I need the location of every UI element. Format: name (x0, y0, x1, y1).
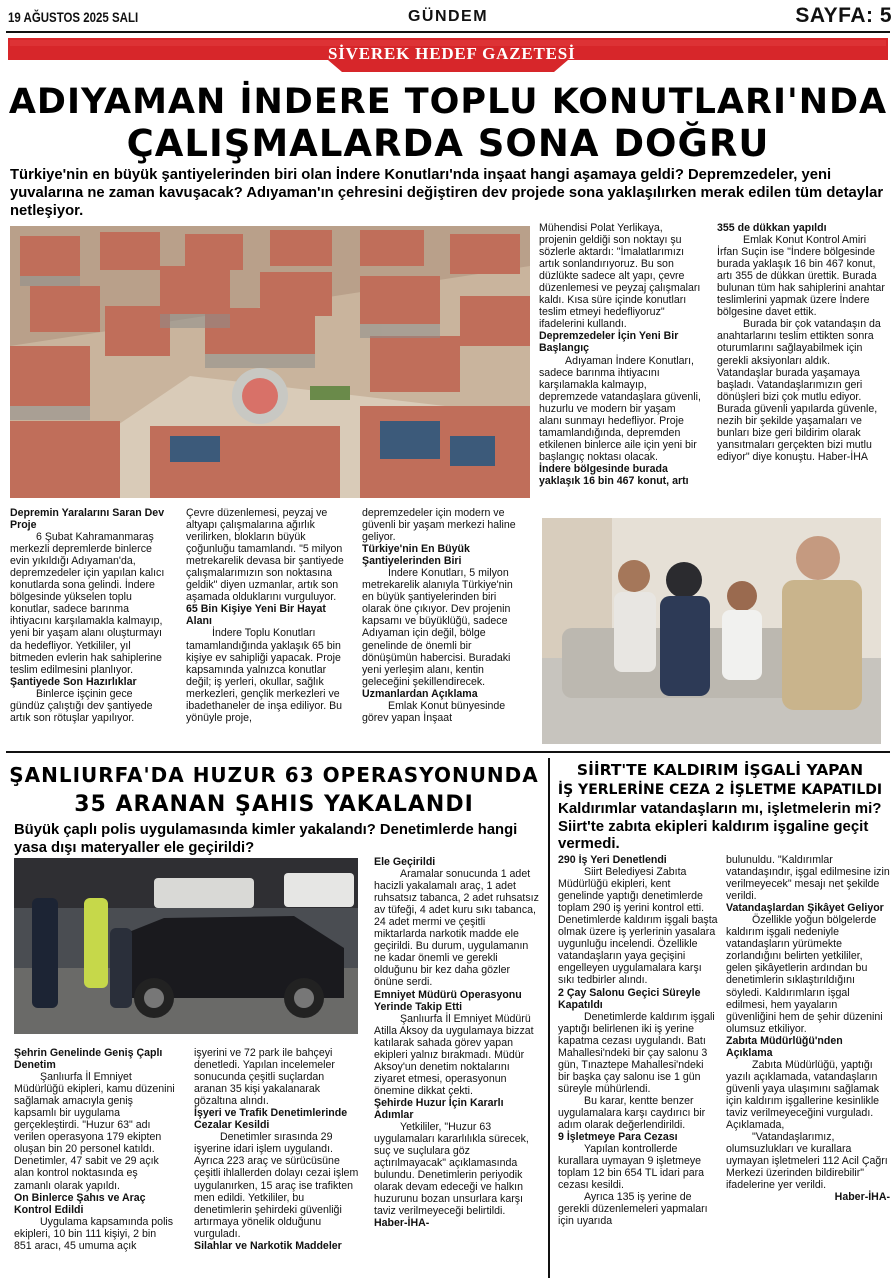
article2-column1 (14, 1047, 176, 1277)
paragraph: Binlerce işçinin gece gündüz çalıştığı dev şantiyede artık son rötuşlar yapılıyor. (10, 687, 153, 724)
paragraph: Depremzedeler İçin Yeni Bir Başlangıç (539, 330, 679, 355)
paragraph: Mühendisi Polat Yerlikaya, projenin geldiği son noktayı şu sözlerle aktardı: "İmalatlarımızı artık sonlandırıyoruz. Bu son düzlükte sadece alt yapı, çevre düzenlemesi ve peyzaj çalışmaları kaldı. Kısa süre içinde konutları teslim etmeyi hedefliyoruz" ifadelerini kullandı. (539, 222, 701, 331)
paragraph: 290 İş Yeri Denetlendi (558, 854, 667, 866)
paragraph: İşyeri ve Trafik Denetimlerinde Cezalar Kesildi (194, 1107, 348, 1132)
paragraph: Burada bir çok vatandaşın da anahtarlarını teslim ettikten sonra oturumlarını sağlayabilmek için gerekli aksiyonları aldık. Vatandaşlar burada yaşamaya başladı. Vatandaşlarımızın geri dönüşleri bizi çok mutlu ediyor. Burada güvenli yapılarda güvenle, nezih bir şekilde yaşamaları ve bunları bize geri bildirim olarak yansıtmaları gerçekten bizi mutlu ediyor" diye konuştu. Haber-İHA (717, 318, 881, 463)
paragraph: Emlak Konut bünyesinde görev yapan İnşaat (362, 699, 506, 724)
paragraph: bulunuldu. "Kaldırımlar vatandaşındır, işgal edilmesine izin verilmeyecek" mesajı net şekilde verildi. (726, 854, 890, 903)
article2-headline-line2: 35 ARANAN ŞAHIS YAKALANDI (74, 792, 474, 817)
photo-housing-complex (10, 226, 530, 498)
police-checkpoint-illustration (14, 858, 358, 1034)
paragraph: 2 Çay Salonu Geçici Süreyle Kapatıldı (558, 986, 701, 1011)
paragraph: 355 de dükkan yapıldı (717, 222, 827, 234)
paragraph: Yapılan kontrollerde kurallara uymayan 9 işletmeye toplam 12 bin 654 TL idari para cezası kesildi. (558, 1143, 705, 1192)
article1-lead: Türkiye'nin en büyük şantiyelerinden biri olan İndere Konutları'nda inşaat hangi aşamaya geldi? Depremzedeler, yeni yuvalarına ne zaman kavuşacak? Adıyaman'ın çehresini değiştiren dev projede sona yaklaşılırken merak edilen tüm detaylar netleşiyor. (10, 167, 884, 219)
paragraph: Türkiye'nin En Büyük Şantiyelerinden Biri (362, 543, 470, 568)
paragraph: işyerini ve 72 park ile bahçeyi denetledi. Yapılan incelemeler sonucunda çeşitli suçlardan aranan 35 kişi yakalanarak gözaltına alındı. (194, 1047, 335, 1108)
paragraph: Zabıta Müdürlüğü'nden Açıklama (726, 1034, 843, 1059)
article2-headline-line1: ŞANLIURFA'DA HUZUR 63 OPERASYONUNDA (9, 763, 539, 787)
article2-lead: Büyük çaplı polis uygulamasında kimler yakalandı? Denetimlerde hangi yasa dışı materyaller ele geçirildi? (14, 822, 518, 856)
paragraph: Silahlar ve Narkotik Maddeler (194, 1239, 342, 1252)
paragraph: "Vatandaşlarımız, olumsuzlukları ve kurallara uymayan işletmeleri 112 Acil Çağrı Merkezi üzerinden bildirebilir" ifadelerine yer verildi. (726, 1131, 888, 1192)
article1-headline-line1: ADIYAMAN İNDERE TOPLU KONUTLARI'NDA (8, 82, 888, 122)
paragraph: 6 Şubat Kahramanmaraş merkezli depremlerde binlerce evin yıkıldığı Adıyaman'da, depremzedeler için yapılan kalıcı konutlarda sona gelindi. İndere bölgesinde yükselen toplu konutlar, sadece barınma ihtiyacını karşılamakla kalmayıp, yeni bir yaşam alanı oluşturmayı da hedefliyor. Yetkililer, yıl bitmeden evlerin hak sahiplerine teslim edilmesini planlıyor. (10, 531, 165, 676)
family-illustration (542, 518, 881, 744)
paragraph: İndere bölgesinde burada yaklaşık 16 bin 467 konut, artı (539, 462, 689, 487)
paragraph: İndere Toplu Konutları tamamlandığında yaklaşık 65 bin kişiye ev sahipliği yapacak. Proje kapsamında yalnızca konutlar değil; iş yerleri, okullar, sağlık merkezleri, gençlik merkezleri ve ibadethaneler de inşa ediliyor. Bu yönüyle proje, (186, 627, 343, 724)
paragraph: Denetimlerde kaldırım işgali yaptığı belirlenen iki iş yerine kapatma cezası uygulandı. Batı Mahallesi'ndeki bir çay salonu 3 gün, Tınaztepe Mahallesi'ndeki bir başka çay salonu ise 1 gün süreyle mühürlendi. (558, 1010, 715, 1095)
paragraph: Haber-İHA- (374, 1217, 430, 1230)
paragraph: Aramalar sonucunda 1 adet hacizli yakalamalı araç, 1 adet ruhsatsız tabanca, 2 adet ruhsatsız av tüfeği, 4 adet kuru sıkı tabanca, 24 adet mermi ve çeşitli miktarlarda narkotik madde ele geçirildi. Bu durum, uygulamanın ne kadar önemli ve gerekli olduğunu bir kez daha gözler önüne serdi. (374, 868, 539, 989)
header-date: 19 AĞUSTOS 2025 SALI (8, 9, 139, 25)
article3-column1 (558, 854, 718, 1278)
article2-column3 (374, 856, 540, 1276)
article1-column4 (539, 222, 701, 514)
paragraph: 65 Bin Kişiye Yeni Bir Hayat Alanı (186, 603, 326, 628)
paragraph: On Binlerce Şahıs ve Araç Kontrol Edildi (14, 1191, 146, 1216)
paragraph: Ele Geçirildi (374, 856, 436, 868)
paragraph: Siirt Belediyesi Zabıta Müdürlüğü ekipleri, kent genelinde yaptığı denetimlerde toplam 290 iş yerini kontrol etti. Denetimlerde kaldırım işgali başta olmak üzere iş yerlerinin yasalara uygunluğu incelendi. Özellikle vatandaşların yaya geçişini engelleyen uygulamalara karşı sıkı tedbirler alındı. (558, 866, 718, 987)
paragraph: Emlak Konut Kontrol Amiri İrfan Suçin ise "İndere bölgesinde burada yaklaşık 16 bin 467 konut, artı 355 de dükkan ürettik. Burada bulunan tüm hak sahiplerini anahtar teslimlerini yapmak üzere İndere bölgesine davet ettik. (717, 234, 885, 319)
article-sanliurfa (0, 752, 548, 1280)
article1-column5 (717, 222, 885, 514)
paragraph: Özellikle yoğun bölgelerde kaldırım işgali nedeniyle vatandaşların yürümekte zorlandığını belirten yetkililer, gelen şikâyetlerin ardından bu denetimlerin sıklaştırıldığını söyledi. Kaldırımların işgal edilmesi, hem yayaların güvenliğini hem de şehir düzenini olumsuz etkiliyor. (726, 914, 883, 1035)
article3-headline-line2: İŞ YERLERİNE CEZA 2 İŞLETME KAPATILDI (557, 782, 883, 798)
paragraph: İndere Konutları, 5 milyon metrekarelik alanıyla Türkiye'nin en büyük şantiyelerinden biri olarak öne çıkıyor. Dev projenin kapsamı ve büyüklüğü, sadece Adıyaman için değil, bölge genelinde de önemli bir dönüşümün habercisi. Buradaki yeni yerleşim alanı, kentin geleceğini şekillendirecek. (362, 567, 513, 688)
paragraph: Haber-İHA- (834, 1191, 890, 1204)
article1-headline-line2: ÇALIŞMALARDA SONA DOĞRU (126, 122, 770, 165)
article1-column2 (186, 507, 346, 747)
header-page-number: SAYFA: 5 (795, 4, 892, 27)
paragraph: Zabıta Müdürlüğü, yaptığı yazılı açıklamada, vatandaşların güvenli yaya ulaşımını sağlamak için kaldırım işgallerine kesinlikle taviz verilmeyeceğini vurguladı. Açıklamada, (726, 1058, 880, 1132)
paragraph: Şantiyede Son Hazırlıklar (10, 675, 137, 688)
paragraph: Şanlıurfa İl Emniyet Müdürlüğü ekipleri, kamu düzenini sağlamak amacıyla geniş kapsamlı bir uygulama gerçekleştirdi. "Huzur 63" adı verilen operasyona 179 ekipten oluşan bin 20 personel katıldı. Denetimler, 47 sabit ve 29 açık alan kontrol noktasında eş zamanlı olarak yapıldı. (14, 1071, 175, 1192)
paragraph: Şanlıurfa İl Emniyet Müdürü Atilla Aksoy da uygulamaya bizzat katılarak sahada görev yapan ekipleri yalnız bırakmadı. Müdür Aksoy'un denetim noktalarını ziyaret etmesi, operasyonun önemine dikkat çekti. (374, 1012, 534, 1097)
paragraph: Yetkililer, "Huzur 63 uygulamaları kararlılıkla sürecek, suç ve suçlulara göz açtırılmayacak" açıklamasında bulundu. Denetimlerin periyodik olarak devam edeceği ve halkın huzurunu bozan unsurlara karşı taviz verilmeyeceği belirtildi. (374, 1121, 529, 1218)
article-siirt (550, 752, 896, 1280)
paragraph: depremzedeler için modern ve güvenli bir yaşam merkezi haline geliyor. (362, 507, 516, 544)
article3-headline-line1: SİİRT'TE KALDIRIM İŞGALİ YAPAN (576, 761, 864, 779)
paragraph: Bu karar, kentte benzer uygulamalara karşı caydırıcı bir adım olarak değerlendirildi. (558, 1094, 706, 1132)
article2-column2 (194, 1047, 359, 1277)
paragraph: Denetimler sırasında 29 işyerine idari işlem uygulandı. Ayrıca 223 araç ve sürücüsüne çeşitli ihlallerden dolayı cezai işlem uygulanırken, 15 araç ise trafikten men edildi. Yetkililer, bu denetimlerin şehirdeki güvenliği artırmaya yönelik olduğunu vurguladı. (194, 1131, 359, 1240)
paragraph: Şehirde Huzur İçin Kararlı Adımlar (374, 1096, 504, 1121)
newspaper-name: SİVEREK HEDEF GAZETESİ (328, 44, 576, 63)
article3-lead: Kaldırımlar vatandaşların mı, işletmelerin mi? Siirt'te zabıta ekipleri kaldırım işgaline geçit vermedi. (558, 800, 882, 853)
paragraph: Vatandaşlardan Şikâyet Geliyor (726, 902, 884, 915)
paragraph: Şehrin Genelinde Geniş Çaplı Denetim (14, 1047, 163, 1072)
paragraph: 9 İşletmeye Para Cezası (558, 1131, 678, 1144)
paragraph: Uzmanlardan Açıklama (362, 687, 478, 700)
paragraph: Depremin Yaralarını Saran Dev Proje (10, 507, 165, 532)
paragraph: Çevre düzenlemesi, peyzaj ve altyapı çalışmalarına ağırlık verilirken, blokların büyük çoğunluğu tamamlandı. "5 milyon metrekarelik devasa bir şantiyede çalışmalarımızın son noktasına geldik" diyen uzmanlar, artık son aşamada olduklarını vurguluyor. (186, 507, 344, 604)
photo-police-checkpoint (14, 858, 358, 1034)
housing-complex-illustration (10, 226, 530, 498)
article1-column1 (10, 507, 168, 747)
article3-column2 (726, 854, 890, 1278)
header-section: GÜNDEM (407, 8, 489, 25)
paragraph: Emniyet Müdürü Operasyonu Yerinde Takip Etti (374, 988, 522, 1013)
paragraph: Adıyaman İndere Konutları, sadece barınma ihtiyacını karşılamakla kalmayıp, depremzede vatandaşlara güvenli, huzurlu ve modern bir yaşam alanı sunmayı hedefliyor. Proje tamamlandığında, depremden etkilenen binlerce aile için yeni bir başlangıç noktası olacak. (539, 354, 701, 463)
paragraph: Ayrıca 135 iş yerine de gerekli düzenlemeleri yapmaları için uyarıda (558, 1191, 708, 1228)
paragraph: Uygulama kapsamında polis ekipleri, 10 bin 111 kişiyi, 2 bin 851 aracı, 45 umuma açık (14, 1215, 174, 1252)
photo-family-sofa (542, 518, 881, 744)
article1-column3 (362, 507, 527, 747)
